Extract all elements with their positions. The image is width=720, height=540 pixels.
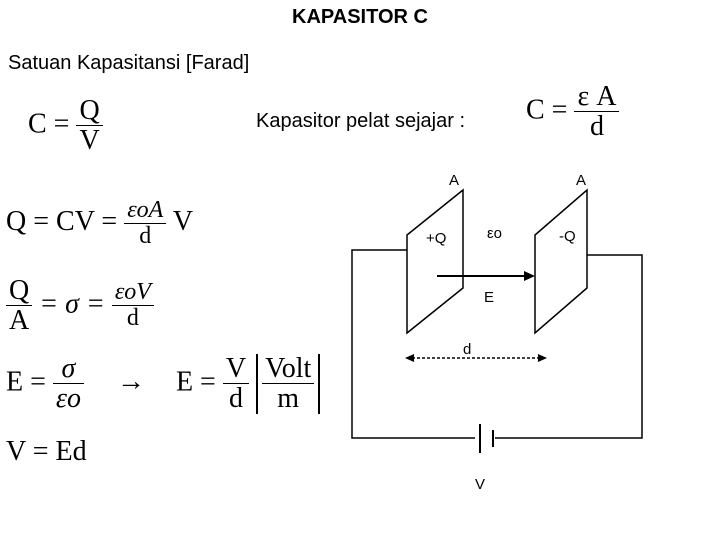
eq4-unit-num: Volt [265, 353, 312, 384]
equation-voltage: V = Ed [6, 436, 87, 467]
eq2-lhs: Q = CV = [6, 206, 118, 238]
eq2-den: d [124, 223, 166, 249]
charge-positive-label: +Q [426, 230, 447, 247]
eq3-n1: Q [9, 275, 30, 306]
charge-negative-label: -Q [559, 228, 576, 245]
field-label: E [484, 289, 495, 306]
eq4-den2: d [223, 383, 249, 413]
eq3-den: d [112, 305, 154, 331]
plate-right-area-label: A [576, 172, 587, 189]
left-plate [407, 190, 463, 333]
page-title: KAPASITOR C [292, 6, 428, 28]
eq1-lhs: C = [28, 108, 70, 140]
eqpp-lhs: C = [526, 94, 568, 126]
field-arrow-head [524, 271, 535, 281]
wire-right [495, 255, 642, 438]
eq3-d1: A [6, 305, 32, 335]
eq2-rhs: V [172, 206, 194, 238]
eq4-lhs2: E = [175, 366, 216, 398]
voltage-label: V [475, 476, 486, 493]
right-plate [535, 190, 587, 333]
eq4-num: σ [61, 353, 76, 384]
eq4-unit-den: m [262, 383, 314, 413]
eq4-den: εo [53, 383, 84, 413]
plate-left-area-label: A [449, 172, 460, 189]
eq4-lhs: E = [6, 366, 46, 398]
distance-arrow-left [405, 354, 414, 362]
wire-left [352, 250, 475, 438]
eqpp-num: ε A [577, 81, 617, 112]
eq2-num: εoA [127, 197, 164, 223]
distance-arrow-right [538, 354, 547, 362]
eq1-num: Q [79, 95, 100, 126]
unit-subtitle: Satuan Kapasitansi [Farad] [8, 52, 250, 74]
permittivity-label: εo [487, 225, 503, 242]
eq3-mid: = σ = [39, 288, 105, 320]
eq4-num2: V [225, 353, 247, 384]
arrow-icon: → [116, 366, 145, 398]
parallel-plate-label: Kapasitor pelat sejajar : [256, 110, 466, 132]
eq3-num: εoV [114, 279, 151, 306]
distance-label: d [463, 341, 472, 358]
eqpp-den: d [574, 111, 619, 141]
eq1-den: V [76, 125, 102, 155]
